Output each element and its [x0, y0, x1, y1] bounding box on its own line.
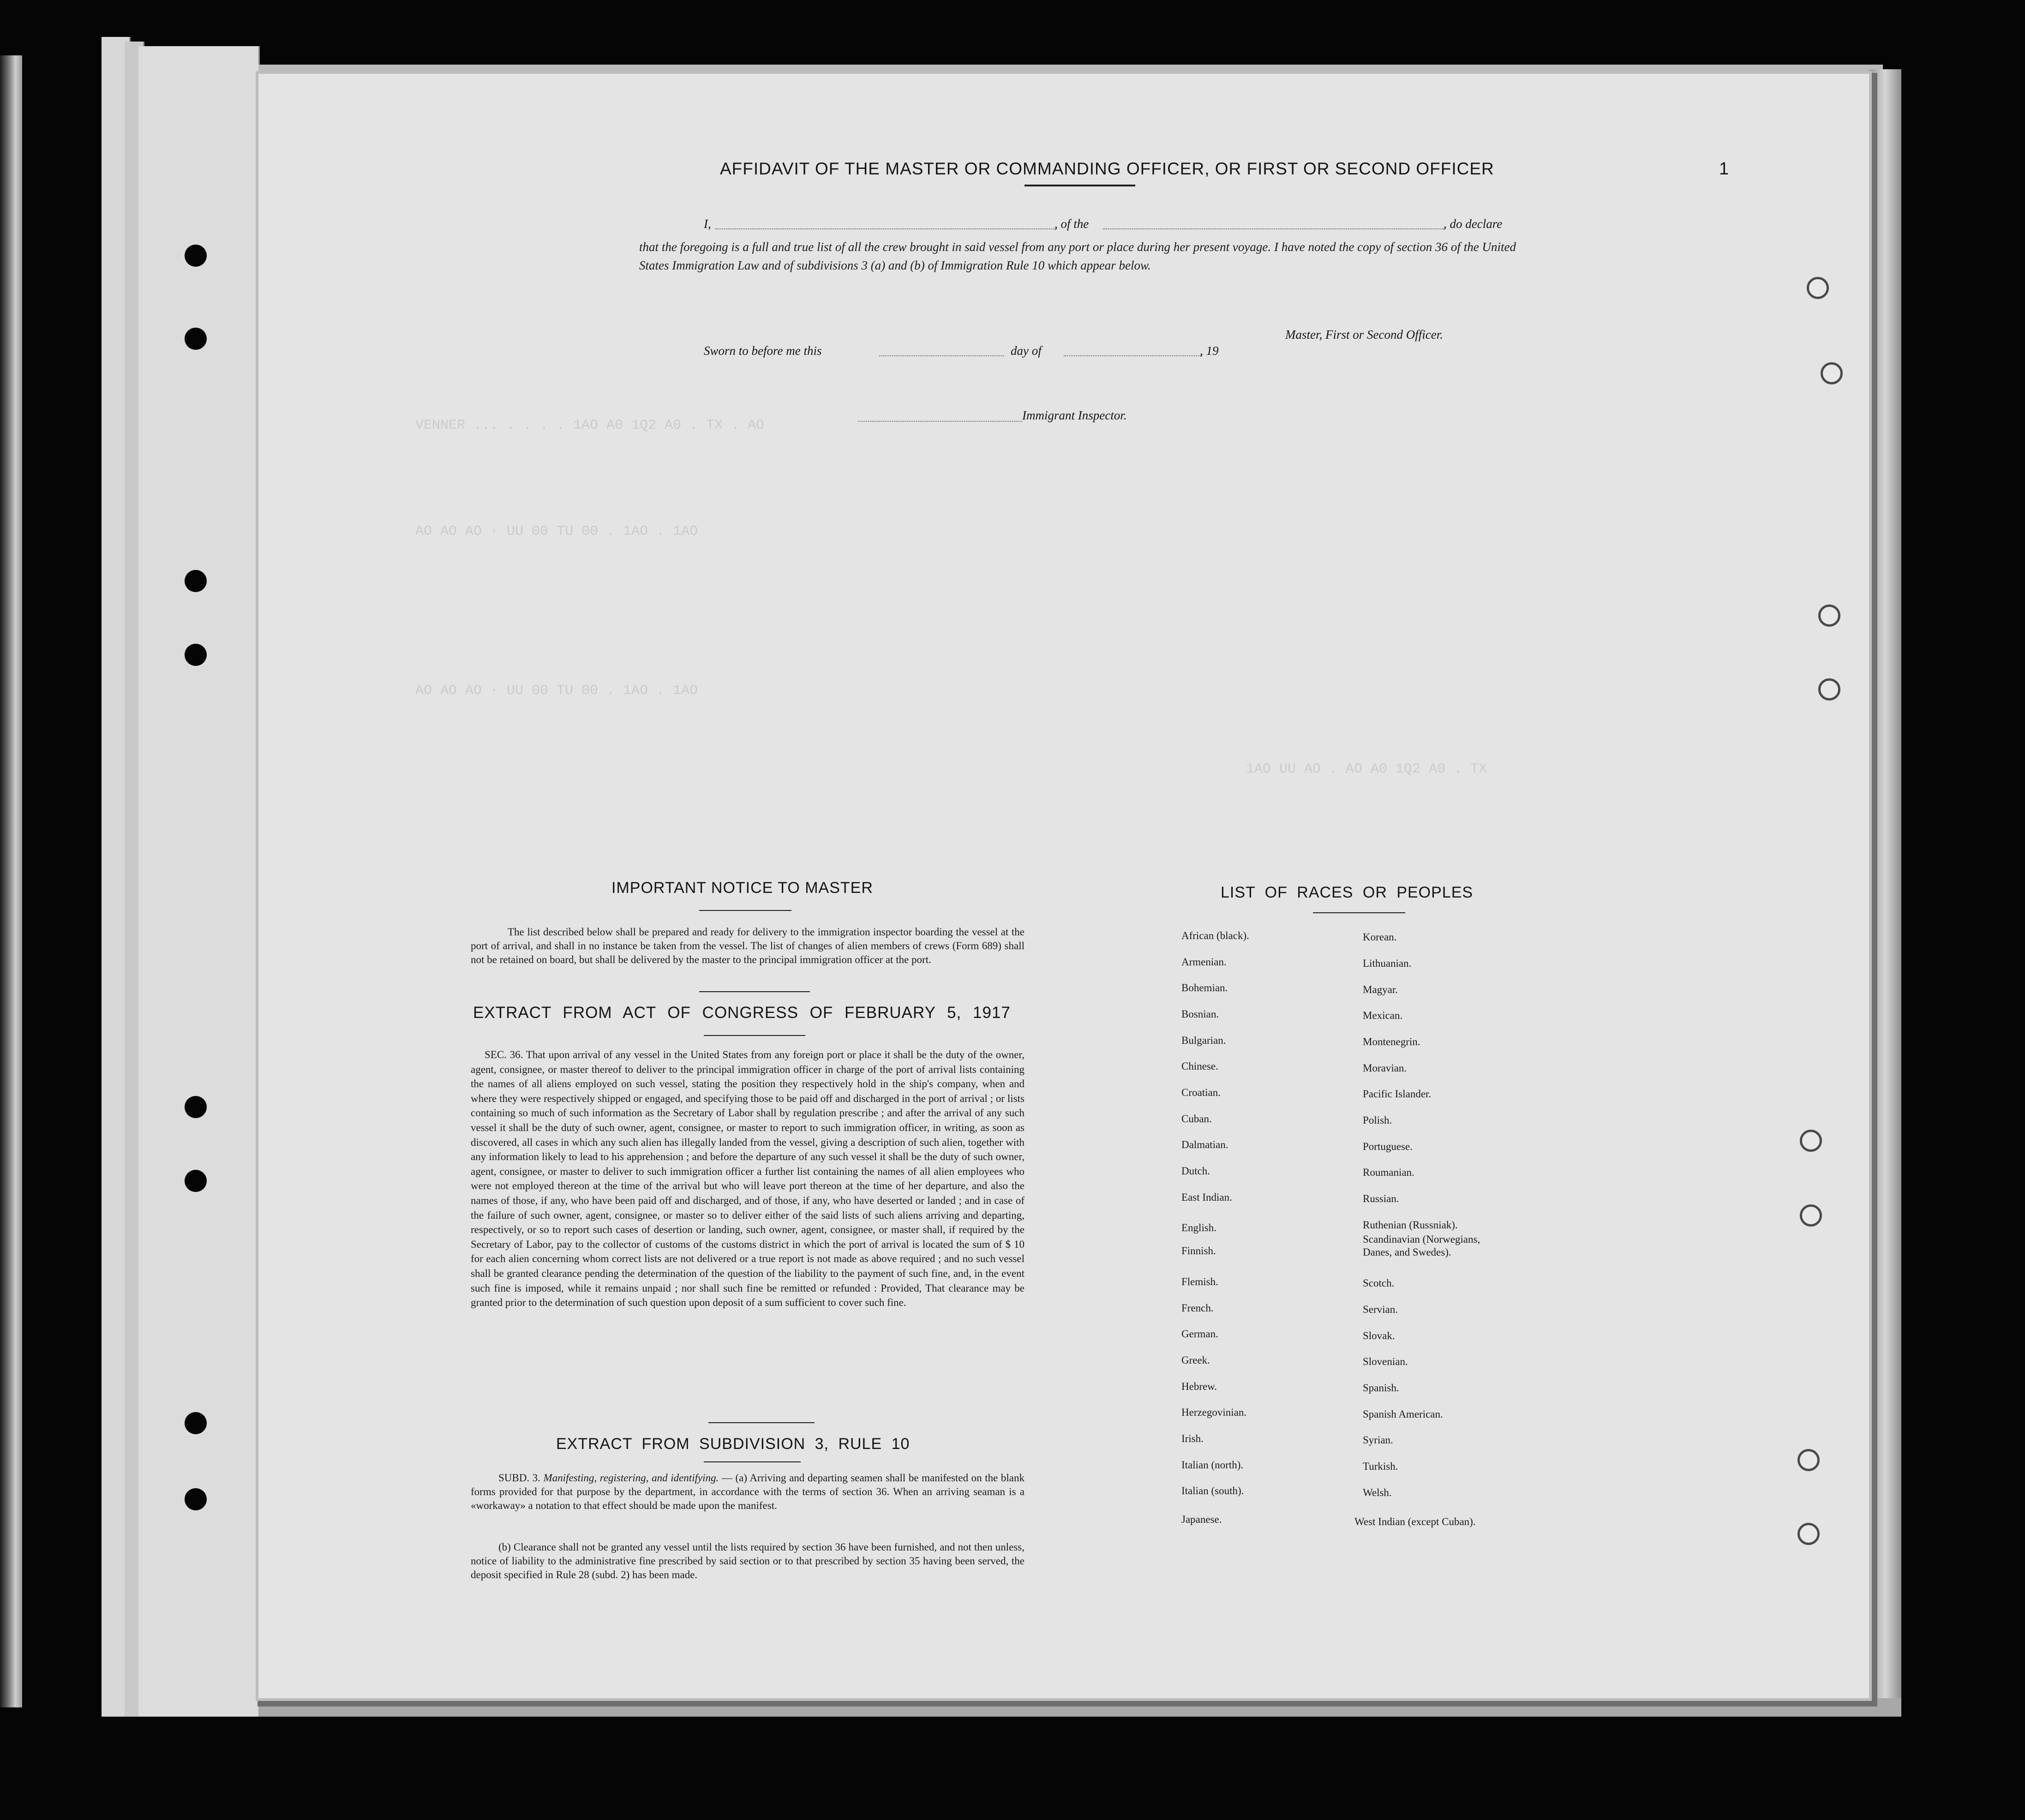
binder-hole	[185, 245, 207, 267]
race-right-item: Spanish American.	[1363, 1408, 1443, 1420]
race-left-item: Hebrew.	[1181, 1381, 1217, 1392]
race-right-item: Syrian.	[1363, 1434, 1393, 1446]
race-right-item: Spanish.	[1363, 1382, 1399, 1394]
race-right-item: Polish.	[1363, 1114, 1392, 1126]
reinforcement-ring	[1800, 1204, 1822, 1227]
race-left-item: Armenian.	[1181, 956, 1227, 968]
race-left-item: Dalmatian.	[1181, 1139, 1228, 1150]
page-number: 1	[1719, 159, 1729, 179]
vessel-blank	[1103, 228, 1444, 229]
race-right-item: Servian.	[1363, 1304, 1398, 1315]
race-right-item: Mexican.	[1363, 1010, 1403, 1021]
section-body: That upon arrival of any vessel in the United States from any foreign port or place it shall be the duty of the owner, agent, consignee, or master thereof to deliver to the principal immigration officer in charge of the port of arrival lists containing the names of all aliens employed on such vessel, stating the position they respectively hold in the ship's company, when and where they were respectively shipped or engaged, and specifying those to be paid off and discharged in the port of arrival ; or lists containing so much of such information as the Secretary of Labor shall by regulation prescribe ; and after the arrival of any such vessel it shall be the duty of such owner, agent, consignee, or master to report to such immigration officer, in writing, as soon as discovered, all cases in which any such alien has illegally landed from the vessel, giving a description of such alien, together with any information likely to lead to his apprehension ; and before the departure of any such vessel it shall be the duty of such owner, agent, consignee, or master to deliver to such immigration officer a further list containing the names of all alien employees who were not employed thereon at the time of the arrival but who will leave port thereon at the time of her departure, and also the names of those, if any, who have been paid off and discharged, and of those, if any, who have deserted or landed ; and in case of the failure of such owner, agent, consignee, or master so to deliver either of the said lists of such aliens arriving and departing, respectively, or so to report such cases of desertion or landing, such owner, agent, consignee, or master shall, if required by the Secretary of Labor, pay to the collector of customs of the customs district in which the port of arrival is located the sum of $ 10 for each alien concerning whom correct lists are not delivered or a true report is not made as above required ; and no such vessel shall be granted clearance pending the determination of the question of the liability to the payment of such fine, and, in the event such fine is imposed, while it remains unpaid ; nor shall such fine be remitted or refunded : Provided, That clearance may be granted prior to the determination of such question upon deposit of a sum sufficient to cover such fine.	[471, 1049, 1024, 1309]
race-left-item: Bohemian.	[1181, 982, 1228, 994]
race-left-item: East Indian.	[1181, 1191, 1232, 1203]
notice-divider	[699, 991, 810, 992]
race-right-item: Ruthenian (Russniak).	[1363, 1219, 1458, 1231]
notice-underline	[699, 910, 791, 911]
notice-heading: IMPORTANT NOTICE TO MASTER	[611, 879, 873, 897]
race-left-item: Dutch.	[1181, 1165, 1210, 1177]
section-label: SEC. 36.	[485, 1049, 523, 1060]
sworn-month-blank	[1064, 355, 1202, 356]
race-left-item: English.	[1181, 1222, 1217, 1233]
subd-label: SUBD. 3.	[498, 1472, 540, 1484]
page-top-edge	[258, 65, 1883, 75]
act-divider	[708, 1422, 815, 1423]
race-left-item: Chinese.	[1181, 1060, 1218, 1072]
title-underline	[1024, 185, 1135, 186]
binder-hole	[185, 1170, 207, 1192]
line-of-the-label: , of the	[1054, 217, 1089, 231]
race-left-item: African (black).	[1181, 930, 1249, 941]
reinforcement-ring	[1807, 277, 1829, 299]
race-left-item: Japanese.	[1181, 1514, 1222, 1525]
binder-hole	[185, 570, 207, 592]
race-left-item: Flemish.	[1181, 1276, 1218, 1287]
binder-spine	[0, 55, 22, 1707]
affidavit-title: AFFIDAVIT OF THE MASTER OR COMMANDING OFFICER, OR FIRST OR SECOND OFFICER	[720, 159, 1494, 178]
reinforcement-ring	[1818, 678, 1840, 700]
bleed-through-text: VENNER ... . . . . 1AO A0 1Q2 A0 . TX . AO	[415, 418, 765, 433]
reinforcement-ring	[1800, 1130, 1822, 1152]
race-right-item: Roumanian.	[1363, 1167, 1414, 1178]
reinforcement-ring	[1797, 1449, 1820, 1471]
subdivision-3b-text: (b) Clearance shall not be granted any vessel until the lists required by section 36 have been furnished, and not then unless, notice of liability to the administrative fine prescribed by said section or to that prescribed by section 35 having been served, the deposit specified in Rule 28 (subd. 2) has been made.	[471, 1541, 1024, 1581]
race-right-item: Moravian.	[1363, 1062, 1407, 1074]
race-left-item: French.	[1181, 1302, 1214, 1314]
line-do-declare-label: , do declare	[1444, 217, 1503, 231]
race-right-item: Russian.	[1363, 1193, 1399, 1204]
race-left-item: Croatian.	[1181, 1087, 1221, 1098]
name-blank	[715, 228, 1057, 229]
page-bottom-edge	[258, 1698, 1901, 1717]
race-right-item: Welsh.	[1363, 1487, 1392, 1498]
declaration-text: that the foregoing is a full and true list of all the crew brought in said vessel from any port or place during her present voyage. I have noted the copy of section 36 of the United States Immigration Law and of subdivisions 3 (a) and (b) of Immigration Rule 10 which appear below.	[639, 240, 1516, 272]
race-right-item: Scotch.	[1363, 1277, 1395, 1289]
bleed-through-text: 1AO UU AO . AO A0 1Q2 A0 . TX	[1246, 761, 1487, 777]
race-right-item: Montenegrin.	[1363, 1036, 1420, 1048]
page-right-edge	[1869, 69, 1901, 1703]
race-right-item: Pacific Islander.	[1363, 1088, 1432, 1100]
race-left-item: Italian (north).	[1181, 1459, 1244, 1471]
race-left-item: Cuban.	[1181, 1113, 1212, 1125]
race-right-item: Korean.	[1363, 931, 1397, 943]
race-right-item: Slovak.	[1363, 1330, 1395, 1341]
race-right-item: West Indian (except Cuban).	[1354, 1516, 1476, 1527]
sworn-prefix: Sworn to before me this	[704, 344, 822, 358]
race-right-item: Portuguese.	[1363, 1141, 1413, 1152]
subd-title: Manifesting, registering, and identifying.	[543, 1472, 719, 1484]
race-right-item: Turkish.	[1363, 1461, 1398, 1472]
race-right-item: Magyar.	[1363, 984, 1398, 995]
sworn-year-label: , 19	[1200, 344, 1219, 358]
notice-text: The list described below shall be prepared and ready for delivery to the immigration inspector boarding the vessel at the port of arrival, and shall in no instance be taken from the vessel. The list of changes of alien members of crews (Form 689) shall not be retained on board, but shall be delivered by the master to the principal immigration officer at the port.	[471, 926, 1024, 965]
reinforcement-ring	[1821, 362, 1843, 384]
binder-hole	[185, 328, 207, 350]
race-left-item: Bosnian.	[1181, 1008, 1219, 1020]
bleed-through-text: AO AO AO · UU 00 TU 00 . 1AO . 1AO	[415, 683, 698, 699]
binder-hole	[185, 1488, 207, 1510]
races-underline	[1313, 912, 1405, 913]
race-right-item: Lithuanian.	[1363, 958, 1412, 969]
bleed-through-text: AO AO AO · UU 00 TU 00 . 1AO . 1AO	[415, 524, 698, 539]
sworn-day-label: day of	[1011, 344, 1042, 358]
inspector-label: Immigrant Inspector.	[1022, 408, 1127, 422]
rule10-heading: EXTRACT FROM SUBDIVISION 3, RULE 10	[556, 1435, 910, 1453]
signature-label: Master, First or Second Officer.	[1285, 328, 1443, 341]
subd-a-body: — (a) Arriving and departing seamen shall be manifested on the blank forms provided for that purpose by the department, in accordance with the terms of section 36. When an arriving seaman is a «workaway» a notation to that effect should be made upon the manifest.	[471, 1472, 1024, 1511]
race-left-item: Finnish.	[1181, 1245, 1216, 1257]
race-right-item: Slovenian.	[1363, 1356, 1408, 1367]
race-left-item: Irish.	[1181, 1433, 1204, 1444]
inspector-blank	[858, 421, 1022, 422]
race-left-item: German.	[1181, 1328, 1218, 1340]
line-i-label: I,	[704, 217, 711, 231]
race-right-item: Scandinavian (Norwegians, Danes, and Swedes).	[1363, 1233, 1480, 1258]
sworn-day-blank	[879, 355, 1004, 356]
act-underline	[704, 1035, 805, 1036]
binder-hole	[185, 1412, 207, 1434]
race-left-item: Herzegovinian.	[1181, 1407, 1247, 1418]
rule10-underline	[704, 1461, 801, 1462]
act-heading: EXTRACT FROM ACT OF CONGRESS OF FEBRUARY 5, 1917	[473, 1004, 1011, 1022]
binder-hole	[185, 1096, 207, 1118]
section-36-text	[471, 1048, 1024, 1310]
stacked-page-edge	[138, 46, 260, 1717]
subdivision-3a-text	[471, 1471, 1024, 1513]
races-heading: LIST OF RACES OR PEOPLES	[1221, 884, 1474, 901]
reinforcement-ring	[1797, 1523, 1820, 1545]
race-left-item: Bulgarian.	[1181, 1035, 1226, 1046]
race-left-item: Italian (south).	[1181, 1485, 1244, 1497]
binder-hole	[185, 644, 207, 666]
document-page	[258, 74, 1869, 1698]
race-left-item: Greek.	[1181, 1354, 1210, 1366]
reinforcement-ring	[1818, 605, 1840, 627]
